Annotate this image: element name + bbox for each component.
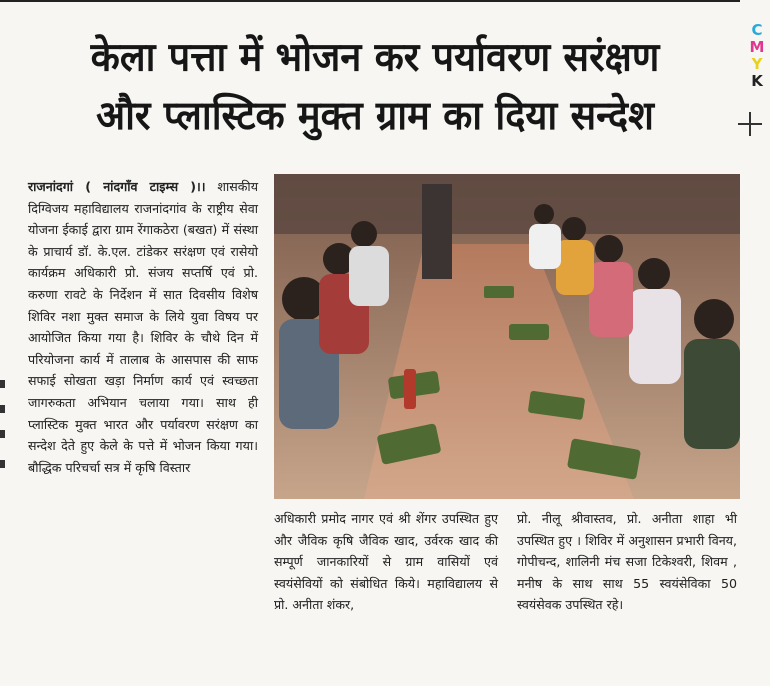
- cmyk-letter-k: K: [751, 72, 763, 90]
- article-column-2: अधिकारी प्रमोद नागर एवं श्री शेंगर उपस्थित हुए और जैविक कृषि जैविक खाद, उर्वरक खाद की सम्पूर्ण जानकारियों से ग्राम वासियों एवं स्वयंसेवियों को संबोधित किये। महाविद्यालय से प्रो. अनीता शंकर,: [274, 511, 498, 613]
- cmyk-registration-label: [747, 22, 767, 90]
- headline: [20, 27, 730, 145]
- registration-cross-icon: [738, 112, 762, 136]
- top-rule: [0, 0, 740, 2]
- article-column-1-text: शासकीय दिग्विजय महाविद्यालय राजनांदगांव के राष्ट्रीय सेवा योजना ईकाई द्वारा ग्राम रेंगाकठेरा (बखत) में संस्था के प्राचार्य डॉ. के.एल. टांडेकर सरंक्षण एवं रासेयो कार्यक्रम अधिकारी प्रो. संजय सप्तर्षि एवं प्रो. करुणा रावटे के निर्देशन में सात दिवसीय विशेष शिविर नशा मुक्त समाज के लिये युवा विषय पर आयोजित किया गया है। शिविर के चौथे दिन में परियोजना कार्य में तालाब के आसपास की साफ सफाई सोखता खड़ा निर्माण कार्य एवं स्वच्छता जागरुकता अभियान चलाया गया। साथ ही प्लास्टिक मुक्त भारत और पर्यावरण सरंक्षण का सन्देश देते हुए केले के पत्ते में भोजन किया गया। बौद्धिक परिचर्चा सत्र में कृषि विस्तार: [28, 179, 258, 475]
- article-column-3: प्रो. नीलू श्रीवास्तव, प्रो. अनीता शाहा भी उपस्थित हुए । शिविर में अनुशासन प्रभारी विनय, गोपीचन्द, शालिनी मंच सजा टिकेश्वरी, शिवम , मनीष के साथ साथ 55 स्वयंसेविका 50 स्वयंसेवक उपस्थित रहे।: [517, 511, 737, 613]
- cmyk-letter-y: Y: [751, 55, 763, 73]
- students-eating-photo-icon: [274, 174, 740, 499]
- cmyk-letter-m: M: [749, 38, 765, 56]
- adjacent-column-edge: [0, 150, 6, 670]
- headline-line-1: केला पत्ता में भोजन कर पर्यावरण सरंक्षण: [90, 33, 660, 80]
- article-photo: [274, 174, 740, 499]
- headline-line-2: और प्लास्टिक मुक्त ग्राम का दिया सन्देश: [96, 92, 654, 139]
- article-column-1: [28, 176, 258, 478]
- cmyk-letter-c: C: [751, 21, 763, 39]
- article-dateline: राजनांदगां ( नांदगाँव टाइम्स )।।: [28, 179, 206, 194]
